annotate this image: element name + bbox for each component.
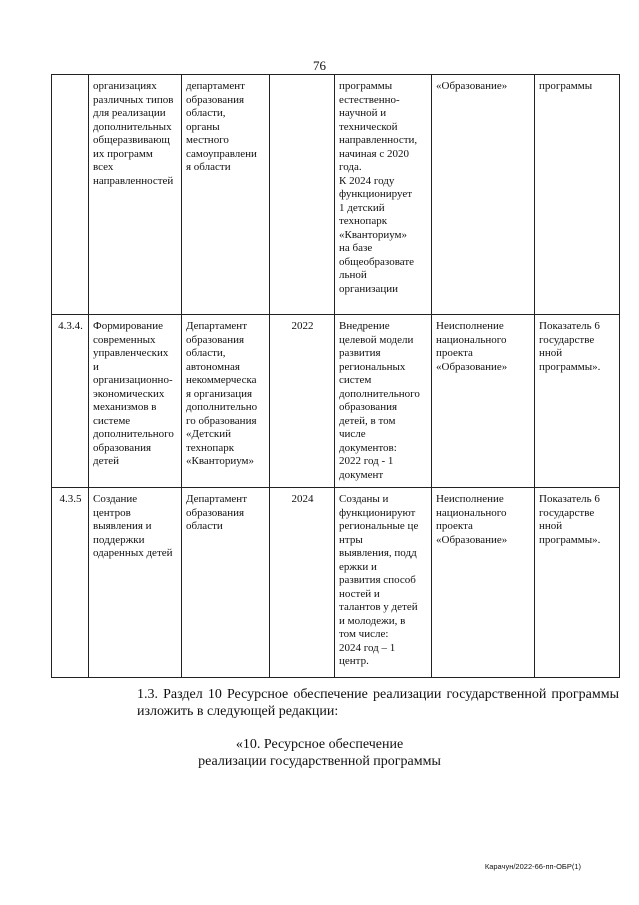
- cell-result: Созданы и функционируют региональные це нтры выявления, подд ержки и развития способ ностей и талантов у детей и молодежи, в том числе: 2024 год – 1 центр.: [335, 488, 432, 678]
- section-heading-line-2: реализации государственной программы: [198, 754, 441, 769]
- cell-indicator: Показатель 6 государстве нной программы».: [535, 315, 620, 488]
- table-body: [52, 75, 620, 678]
- cell-executor: Департамент образования области: [182, 488, 270, 678]
- cell-indicator: программы: [535, 75, 620, 315]
- measures-table: [51, 74, 620, 678]
- cell-name: организациях различных типов для реализации дополнительных общеразвивающ их программ всех направленностей: [89, 75, 182, 315]
- section-paragraph: [109, 686, 619, 720]
- cell-year: 2024: [270, 488, 335, 678]
- cell-year: 2022: [270, 315, 335, 488]
- cell-num: 4.3.4.: [52, 315, 89, 488]
- page-number: 76: [313, 58, 326, 73]
- cell-consequence: Неисполнение национального проекта «Образование»: [432, 488, 535, 678]
- cell-executor: департамент образования области, органы местного самоуправлени я области: [182, 75, 270, 315]
- cell-name: Формирование современных управленческих и организационно- экономических механизмов в системе дополнительного образования детей: [89, 315, 182, 488]
- cell-name: Создание центров выявления и поддержки одаренных детей: [89, 488, 182, 678]
- footer-reference: Карачун/2022-66-пп-ОБР(1): [484, 862, 581, 871]
- cell-consequence: Неисполнение национального проекта «Образование»: [432, 315, 535, 488]
- cell-indicator: Показатель 6 государстве нной программы».: [535, 488, 620, 678]
- paragraph-text: 1.3. Раздел 10 Ресурсное обеспечение реализации государственной программы изложить в следующей редакции:: [137, 687, 619, 719]
- cell-year: [270, 75, 335, 315]
- section-heading-line-1: «10. Ресурсное обеспечение: [235, 737, 404, 752]
- cell-num: 4.3.5: [52, 488, 89, 678]
- cell-executor: Департамент образования области, автономная некоммерческа я организация дополнительно го образования «Детский технопарк «Кванториум»: [182, 315, 270, 488]
- cell-result: программы естественно- научной и технической направленности, начиная с 2020 года. К 2024 году функционирует 1 детский технопарк «Кванториум» на базе общеобразовате льной организации: [335, 75, 432, 315]
- cell-num: [52, 75, 89, 315]
- table-row: [52, 488, 620, 678]
- cell-consequence: «Образование»: [432, 75, 535, 315]
- table-row: [52, 315, 620, 488]
- table-row: [52, 75, 620, 315]
- cell-result: Внедрение целевой модели развития региональных систем дополнительного образования детей, в том числе документов: 2022 год - 1 документ: [335, 315, 432, 488]
